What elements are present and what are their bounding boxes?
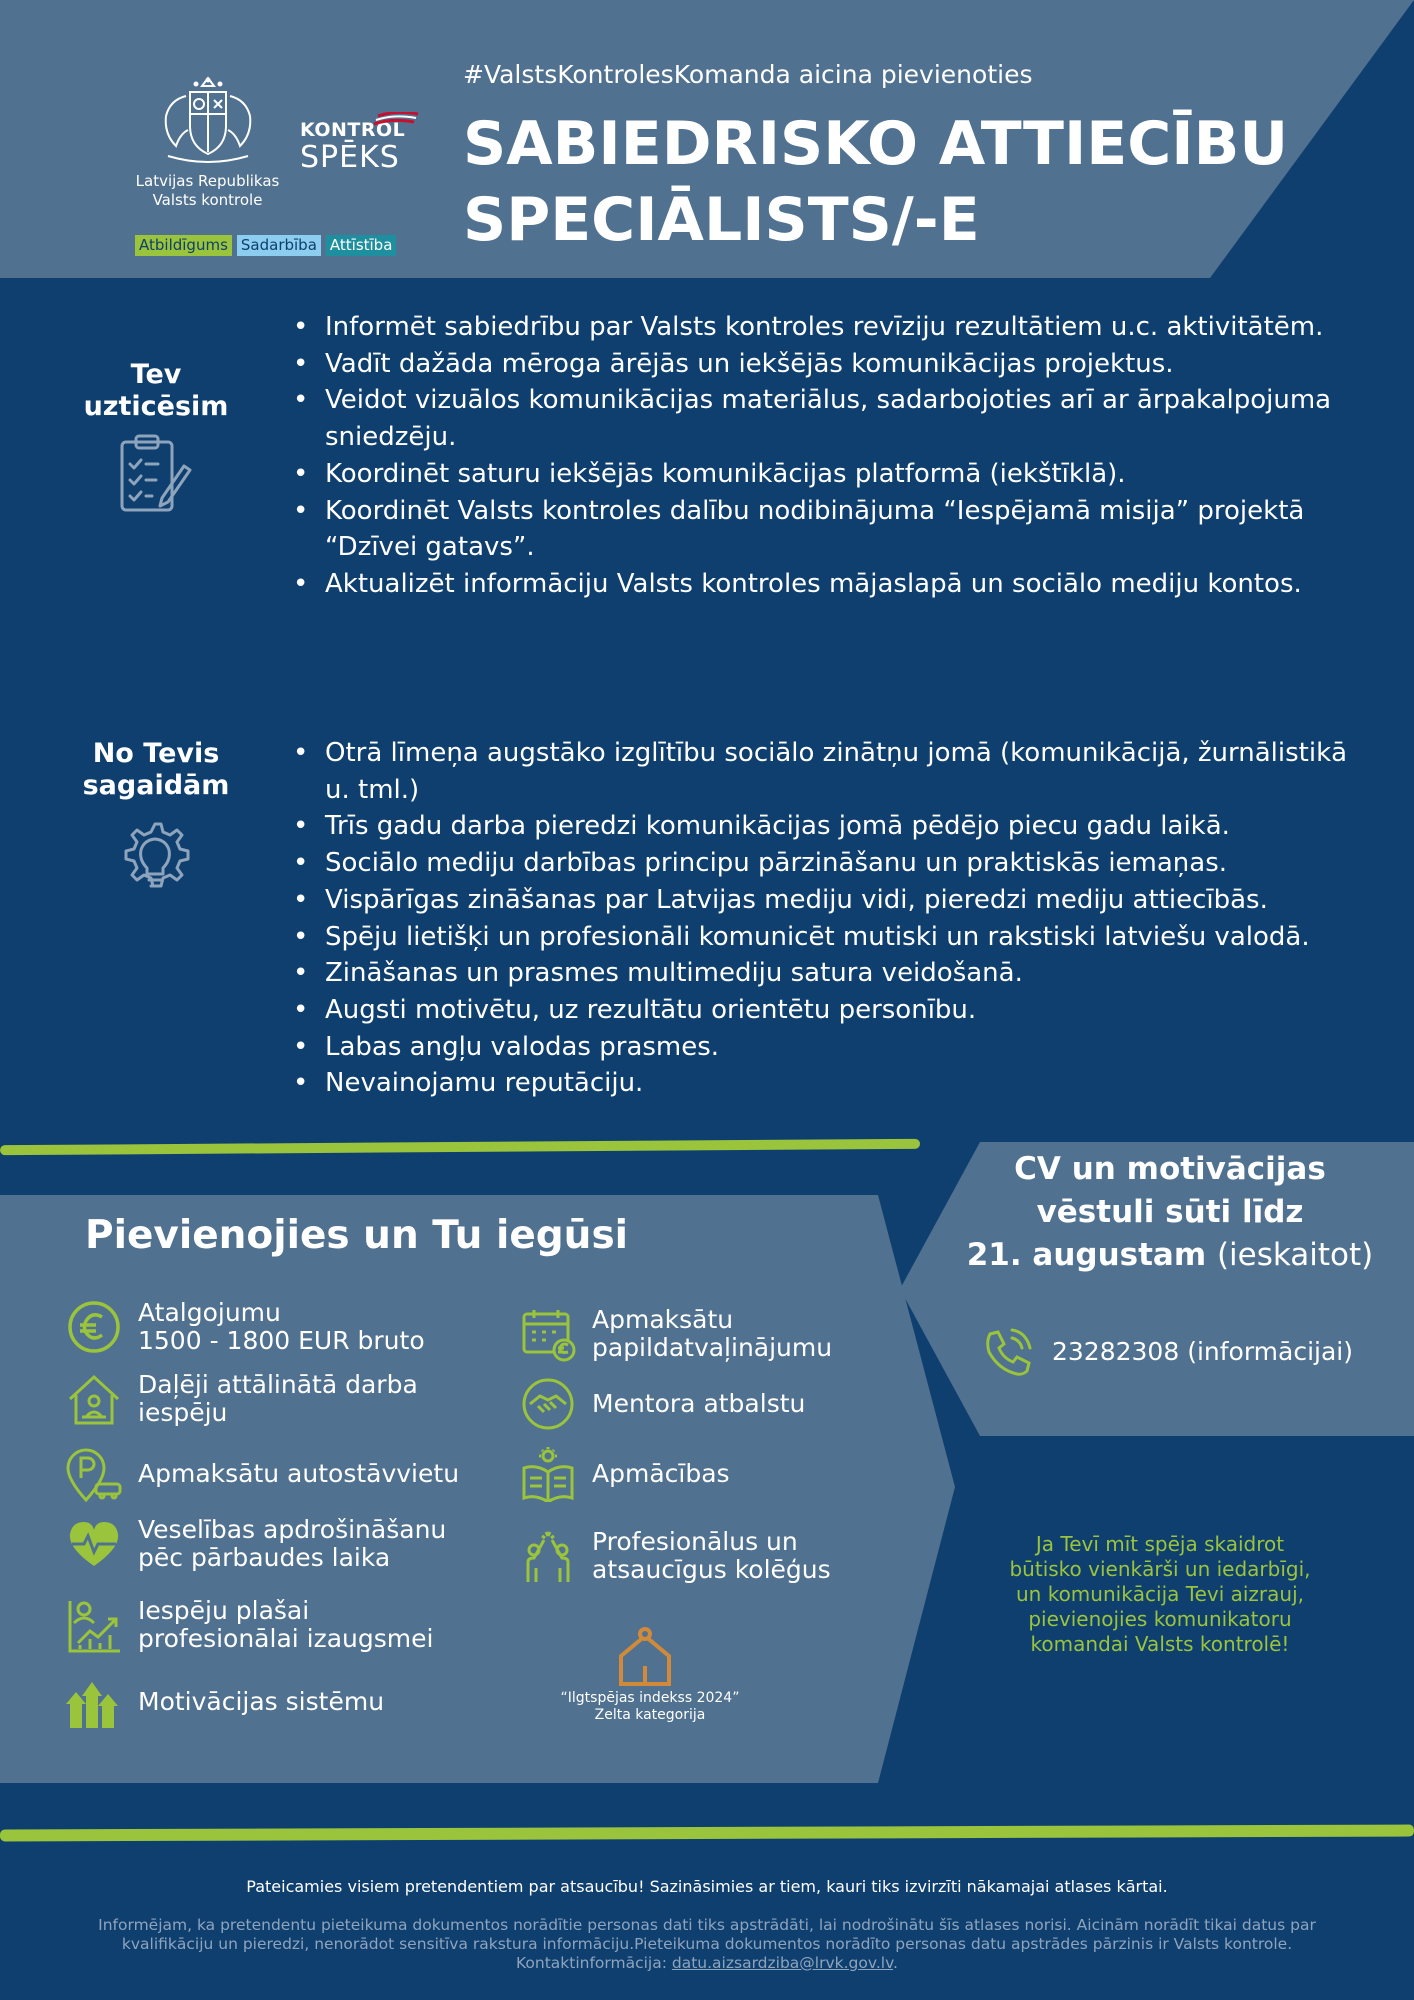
benefit-item bbox=[520, 1306, 832, 1362]
requirement-item: • Augsti motivētu, uz rezultātu orientētu personību. bbox=[290, 992, 1370, 1029]
benefit-item bbox=[66, 1371, 418, 1427]
calendar-euro-icon bbox=[520, 1306, 576, 1362]
org-name-line2: Valsts kontrole bbox=[152, 191, 263, 209]
footer-contact-end: . bbox=[893, 1954, 898, 1972]
benefit-text: Apmaksātu autostāvvietu bbox=[138, 1459, 460, 1488]
coat-of-arms-logo bbox=[148, 70, 268, 170]
benefit-text: Profesionālus un atsaucīgus kolēģus bbox=[592, 1527, 831, 1584]
lightbulb-gear-icon bbox=[115, 818, 195, 904]
bottom-green-stroke bbox=[0, 1825, 1414, 1842]
hashtag-tagline: #ValstsKontrolesKomanda aicina pievienoties bbox=[463, 60, 1033, 89]
sustainability-award-icon bbox=[617, 1626, 673, 1688]
values-tags bbox=[135, 235, 396, 256]
open-book-icon bbox=[520, 1446, 576, 1502]
duty-item: • Vadīt dažāda mēroga ārējās un iekšējās komunikācijas projektus. bbox=[290, 346, 1370, 383]
benefit-text: Apmaksātu papildatvaļinājumu bbox=[592, 1305, 833, 1362]
home-office-icon bbox=[66, 1371, 122, 1427]
benefit-item bbox=[66, 1299, 425, 1355]
benefit-text: Apmācības bbox=[592, 1459, 730, 1488]
brand-speks-text: SPĒKS bbox=[300, 140, 400, 175]
award-caption-line2: Zelta kategorija bbox=[594, 1707, 706, 1723]
value-tag-responsibility: Atbildīgums bbox=[135, 235, 232, 256]
footer-thanks: Pateicamies visiem pretendentiem par atsaucību! Sazināsimies ar tiem, kauri tiks izvirzīti nākamajai atlases kārtai. bbox=[246, 1877, 1168, 1896]
footer-gdpr-notice: Informējam, ka pretendentu pieteikuma dokumentos norādītie personas dati tiks apstrādāti, lai nodrošinātu šīs atlases norisi. Aicinām norādīt tikai datus par kvalifikāciju un pieredzi, nenorādot sensitīva rakstura informāciju.Pieteikuma dokumentos norādīto personas datu apstrādes pārzinis ir Valsts kontrole. bbox=[98, 1916, 1316, 1953]
handshake-icon bbox=[520, 1376, 576, 1432]
value-tag-cooperation: Sadarbība bbox=[237, 235, 321, 256]
job-title bbox=[463, 106, 1363, 258]
cv-deadline-note: (ieskaitot) bbox=[1216, 1237, 1374, 1273]
heartbeat-icon bbox=[66, 1516, 122, 1572]
requirements-list bbox=[290, 735, 1370, 1102]
cv-deadline-title bbox=[960, 1148, 1380, 1277]
org-name bbox=[120, 172, 295, 210]
growth-chart-icon bbox=[66, 1597, 122, 1653]
motivation-text: Ja Tevī mīt spēja skaidrot būtisko vienkārši un iedarbīgi, un komunikācija Tevi aizrauj, pievienojies komunikatoru komandai Valsts kontrolē! bbox=[1009, 1532, 1311, 1656]
parking-icon bbox=[66, 1446, 122, 1502]
duty-item: • Informēt sabiedrību par Valsts kontroles revīziju rezultātiem u.c. aktivitātēm. bbox=[290, 309, 1370, 346]
high-five-icon bbox=[520, 1528, 576, 1584]
duties-list bbox=[290, 309, 1370, 603]
benefit-item bbox=[520, 1376, 805, 1432]
cv-deadline-date: 21. augustam bbox=[966, 1237, 1207, 1273]
requirement-item: • Sociālo mediju darbības principu pārzināšanu un praktiskās iemaņas. bbox=[290, 845, 1370, 882]
flag-stripes-icon bbox=[372, 112, 420, 126]
award-caption bbox=[540, 1690, 760, 1724]
requirements-label bbox=[76, 738, 236, 802]
benefit-text: Daļēji attālinātā darba iespēju bbox=[138, 1370, 418, 1427]
duty-item: • Koordinēt Valsts kontroles dalību nodibinājuma “Iespējamā misija” projektā “Dzīvei gatavs”. bbox=[290, 493, 1370, 566]
benefit-item bbox=[66, 1597, 433, 1653]
cv-title-line1: CV un motivācijas bbox=[1014, 1151, 1326, 1187]
award-caption-line1: “Ilgtspējas indekss 2024” bbox=[560, 1690, 740, 1706]
brand-kontrol-text: KONTROL bbox=[300, 119, 406, 141]
phone-number[interactable]: 23282308 (informācijai) bbox=[1052, 1337, 1354, 1366]
phone-icon bbox=[980, 1326, 1036, 1382]
benefit-item bbox=[66, 1674, 384, 1730]
cv-title-line2: vēstuli sūti līdz bbox=[1036, 1194, 1304, 1230]
benefits-title: Pievienojies un Tu iegūsi bbox=[85, 1213, 629, 1258]
requirement-item: • Zināšanas un prasmes multimediju satura veidošanā. bbox=[290, 955, 1370, 992]
duty-item: • Aktualizēt informāciju Valsts kontroles mājaslapā un sociālo mediju kontos. bbox=[290, 566, 1370, 603]
requirement-item: • Nevainojamu reputāciju. bbox=[290, 1065, 1370, 1102]
cv-deadline-line bbox=[960, 1234, 1380, 1277]
requirement-item: • Spēju lietišķi un profesionāli komunicēt mutiski un rakstiski latviešu valodā. bbox=[290, 919, 1370, 956]
benefit-text: Atalgojumu 1500 - 1800 EUR bruto bbox=[138, 1298, 425, 1355]
requirement-item: • Vispārīgas zināšanas par Latvijas mediju vidi, pieredzi mediju attiecībās. bbox=[290, 882, 1370, 919]
benefit-item bbox=[66, 1516, 446, 1572]
duties-label bbox=[76, 359, 236, 423]
benefit-item bbox=[66, 1446, 459, 1502]
requirement-item: • Otrā līmeņa augstāko izglītību sociālo zinātņu jomā (komunikācijā, žurnālistikā u. tml.) bbox=[290, 735, 1370, 808]
duty-item: • Koordinēt saturu iekšējās komunikācijas platformā (iekštīklā). bbox=[290, 456, 1370, 493]
euro-coin-icon bbox=[66, 1299, 122, 1355]
requirements-label-line1: No Tevis bbox=[92, 738, 220, 769]
benefit-item bbox=[520, 1446, 730, 1502]
duties-label-line1: Tev bbox=[130, 359, 182, 390]
benefit-text: Iespēju plašai profesionālai izaugsmei bbox=[138, 1596, 434, 1653]
org-name-line1: Latvijas Republikas bbox=[135, 172, 280, 190]
benefit-item bbox=[520, 1528, 831, 1584]
clipboard-checklist-icon bbox=[116, 432, 196, 518]
duty-item: • Veidot vizuālos komunikācijas materiālus, sadarbojoties arī ar ārpakalpojuma sniedzēju. bbox=[290, 382, 1370, 455]
requirement-item: • Labas angļu valodas prasmes. bbox=[290, 1029, 1370, 1066]
requirements-label-line2: sagaidām bbox=[82, 770, 230, 801]
footer-contact-label: Kontaktinformācija: bbox=[516, 1954, 672, 1972]
requirement-item: • Trīs gadu darba pieredzi komunikācijas jomā pēdējo piecu gadu laikā. bbox=[290, 808, 1370, 845]
benefit-text: Motivācijas sistēmu bbox=[138, 1687, 385, 1716]
value-tag-development: Attīstība bbox=[326, 235, 397, 256]
benefit-text: Veselības apdrošināšanu pēc pārbaudes laika bbox=[138, 1515, 447, 1572]
job-title-line1: SABIEDRISKO ATTIECĪBU bbox=[463, 109, 1289, 179]
contact-email-link[interactable]: datu.aizsardziba@lrvk.gov.lv bbox=[671, 1954, 894, 1972]
duties-label-line2: uzticēsim bbox=[83, 391, 229, 422]
job-title-line2: SPECIĀLISTS/-E bbox=[463, 185, 980, 255]
green-divider-stroke bbox=[0, 1139, 920, 1155]
rising-arrows-icon bbox=[66, 1674, 122, 1730]
footer-contact bbox=[0, 1954, 1414, 1972]
benefit-text: Mentora atbalstu bbox=[592, 1389, 806, 1418]
